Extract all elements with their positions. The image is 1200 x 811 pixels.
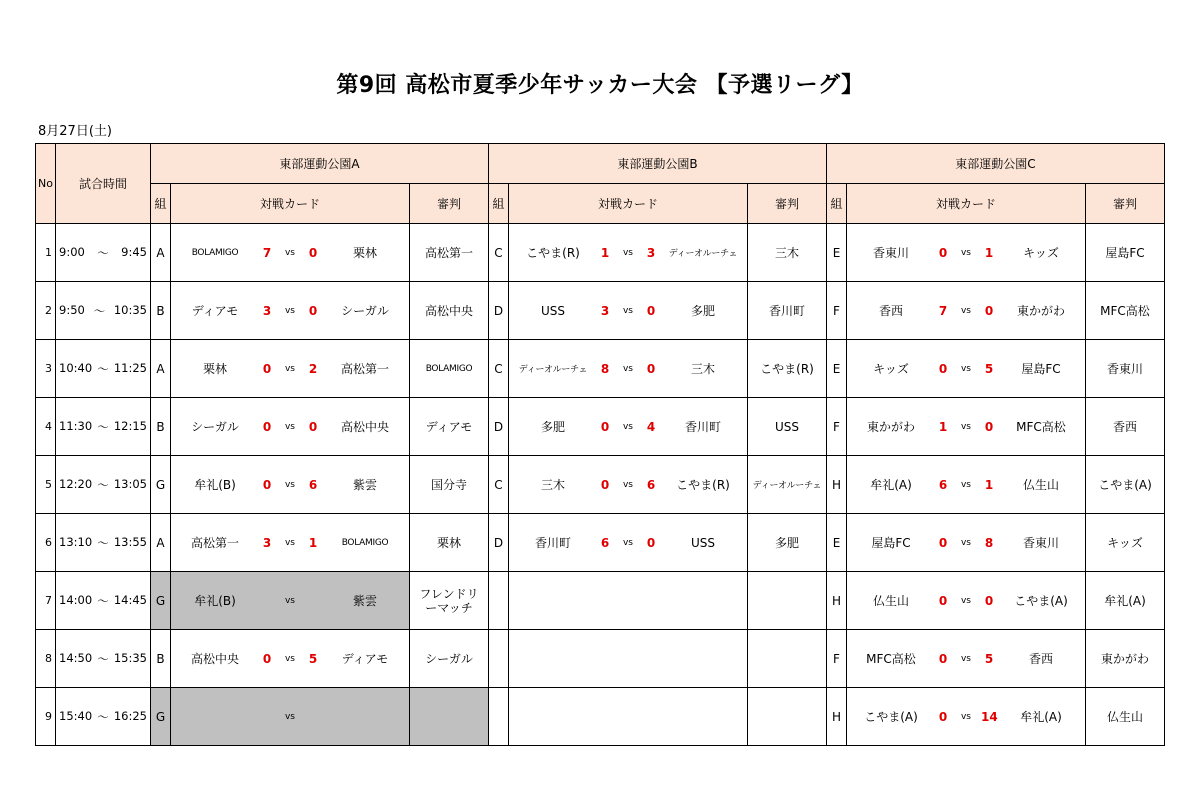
court-c-referee: こやま(A) <box>1086 456 1165 514</box>
end-time: 14:45 <box>113 592 147 607</box>
match-row <box>36 340 1165 398</box>
header-referee: 審判 <box>748 184 827 224</box>
header-card: 対戦カード <box>171 184 410 224</box>
away-team: 三木 <box>690 362 715 376</box>
match-number: 4 <box>36 398 56 456</box>
time-separator: 〜 <box>97 535 109 550</box>
away-score: 6 <box>308 477 318 492</box>
start-time: 12:20 <box>59 476 93 491</box>
time-separator: 〜 <box>93 303 106 318</box>
away-team: 栗林 <box>352 246 377 260</box>
court-c-referee: 香西 <box>1086 398 1165 456</box>
court-a-referee <box>410 688 489 746</box>
away-team: ディーオルーチェ <box>668 249 738 259</box>
court-b-match-card <box>509 514 748 572</box>
home-score: 1 <box>600 245 610 260</box>
vs-label: vs <box>622 305 633 316</box>
vs-label: vs <box>284 363 295 374</box>
away-score: 1 <box>308 535 318 550</box>
home-team: シーガル <box>191 420 239 434</box>
court-b-match-card <box>509 398 748 456</box>
away-score: 4 <box>646 419 656 434</box>
home-score: 3 <box>262 303 272 318</box>
vs-label: vs <box>622 479 633 490</box>
match-row <box>36 398 1165 456</box>
start-time: 14:00 <box>59 592 93 607</box>
home-team: USS <box>540 303 566 318</box>
court-b-referee: ディーオルーチェ <box>748 456 827 514</box>
home-score: 0 <box>938 245 948 260</box>
away-score: 0 <box>646 535 656 550</box>
match-number: 1 <box>36 224 56 282</box>
away-score: 0 <box>646 361 656 376</box>
court-c-referee: MFC高松 <box>1086 282 1165 340</box>
header-referee: 審判 <box>410 184 489 224</box>
court-a-group: A <box>151 340 171 398</box>
away-team: MFC高松 <box>1016 420 1066 434</box>
header-group: 組 <box>151 184 171 224</box>
court-b-referee: USS <box>748 398 827 456</box>
court-b-match-card <box>509 630 748 688</box>
end-time: 16:25 <box>113 708 147 723</box>
vs-label: vs <box>960 479 971 490</box>
vs-label: vs <box>622 247 633 258</box>
court-b-group <box>489 572 509 630</box>
away-score: 8 <box>984 535 994 550</box>
vs-label: vs <box>960 537 971 548</box>
court-a-match-card <box>171 688 410 746</box>
match-time <box>56 456 151 514</box>
court-a-group: A <box>151 224 171 282</box>
time-separator: 〜 <box>97 709 109 724</box>
match-date: 8月27日(土) <box>38 124 112 139</box>
court-b-group: D <box>489 514 509 572</box>
match-row <box>36 688 1165 746</box>
home-team: こやま(R) <box>526 246 580 260</box>
court-a-group: B <box>151 282 171 340</box>
away-score: 0 <box>646 303 656 318</box>
court-c-match-card <box>847 224 1086 282</box>
court-a-referee: 高松中央 <box>410 282 489 340</box>
header-group: 組 <box>827 184 847 224</box>
home-team: 三木 <box>540 478 565 492</box>
away-score: 5 <box>984 651 994 666</box>
vs-label: vs <box>284 479 295 490</box>
court-a-referee: 栗林 <box>410 514 489 572</box>
match-number: 5 <box>36 456 56 514</box>
match-number: 9 <box>36 688 56 746</box>
court-b-referee <box>748 630 827 688</box>
match-time <box>56 630 151 688</box>
court-c-referee: 仏生山 <box>1086 688 1165 746</box>
home-score: 0 <box>262 419 272 434</box>
court-a-match-card <box>171 282 410 340</box>
home-score: 0 <box>938 535 948 550</box>
court-b-referee: こやま(R) <box>748 340 827 398</box>
vs-label: vs <box>960 595 971 606</box>
friendly-match-label: フレンドリーマッチ <box>419 586 479 615</box>
court-c-group: F <box>827 282 847 340</box>
away-score: 5 <box>984 361 994 376</box>
match-number: 7 <box>36 572 56 630</box>
home-score: 3 <box>262 535 272 550</box>
home-score: 0 <box>262 651 272 666</box>
vs-label: vs <box>284 653 295 664</box>
away-score: 5 <box>308 651 318 666</box>
end-time: 15:35 <box>113 650 147 665</box>
away-score: 3 <box>646 245 656 260</box>
court-a-match-card <box>171 456 410 514</box>
vs-label: vs <box>284 305 295 316</box>
header-group: 組 <box>489 184 509 224</box>
match-row <box>36 514 1165 572</box>
court-b-match-card <box>509 572 748 630</box>
header-referee: 審判 <box>1086 184 1165 224</box>
court-a-referee <box>410 572 489 630</box>
home-score: 6 <box>938 477 948 492</box>
court-a-referee: シーガル <box>410 630 489 688</box>
home-score: 0 <box>938 651 948 666</box>
away-team: ディアモ <box>341 652 389 666</box>
court-c-match-card <box>847 572 1086 630</box>
time-separator: 〜 <box>97 419 109 434</box>
away-score: 0 <box>308 303 318 318</box>
court-c-group: E <box>827 224 847 282</box>
vs-label: vs <box>960 421 971 432</box>
away-score: 1 <box>984 477 994 492</box>
court-b-match-card <box>509 688 748 746</box>
away-team: 香西 <box>1028 652 1053 666</box>
match-row <box>36 282 1165 340</box>
away-team: 紫雲 <box>352 478 377 492</box>
home-score: 0 <box>262 361 272 376</box>
home-team: MFC高松 <box>866 652 916 666</box>
header-court-a: 東部運動公園A <box>151 144 489 184</box>
court-b-referee: 香川町 <box>748 282 827 340</box>
court-a-group: G <box>151 456 171 514</box>
header-no: No <box>36 144 56 224</box>
match-time <box>56 340 151 398</box>
away-score: 0 <box>984 419 994 434</box>
end-time: 12:15 <box>113 418 147 433</box>
court-c-match-card <box>847 688 1086 746</box>
away-team: USS <box>690 535 716 550</box>
court-b-group: C <box>489 456 509 514</box>
home-team: キッズ <box>873 362 909 376</box>
court-b-match-card <box>509 282 748 340</box>
away-team: 紫雲 <box>352 594 377 608</box>
court-c-group: H <box>827 572 847 630</box>
home-team: 牟礼(B) <box>194 478 236 492</box>
court-c-match-card <box>847 630 1086 688</box>
away-team: 東かがわ <box>1016 304 1065 318</box>
time-separator: 〜 <box>97 477 109 492</box>
court-c-referee: 牟礼(A) <box>1086 572 1165 630</box>
away-score: 14 <box>981 709 998 724</box>
court-a-group: B <box>151 630 171 688</box>
vs-label: vs <box>960 247 971 258</box>
court-a-referee: BOLAMIGO <box>410 340 489 398</box>
home-score: 3 <box>600 303 610 318</box>
court-c-referee: 屋島FC <box>1086 224 1165 282</box>
match-row <box>36 630 1165 688</box>
court-b-match-card <box>509 456 748 514</box>
away-score: 0 <box>308 419 318 434</box>
start-time: 15:40 <box>59 708 93 723</box>
court-a-group: A <box>151 514 171 572</box>
court-c-group: F <box>827 630 847 688</box>
home-team: 東かがわ <box>866 420 915 434</box>
court-a-match-card <box>171 572 410 630</box>
court-a-referee: ディアモ <box>410 398 489 456</box>
home-team: ディアモ <box>191 304 239 318</box>
home-team: 屋島FC <box>871 536 911 550</box>
court-b-referee: 多肥 <box>748 514 827 572</box>
header-court-c: 東部運動公園C <box>827 144 1165 184</box>
court-a-match-card <box>171 224 410 282</box>
away-team: 高松中央 <box>340 420 389 434</box>
home-score: 0 <box>938 709 948 724</box>
court-b-group <box>489 630 509 688</box>
court-c-referee: キッズ <box>1086 514 1165 572</box>
court-c-group: H <box>827 456 847 514</box>
court-c-match-card <box>847 340 1086 398</box>
home-team: 高松第一 <box>190 536 239 550</box>
start-time: 11:30 <box>59 418 93 433</box>
match-number: 2 <box>36 282 56 340</box>
home-team: 香東川 <box>872 246 909 260</box>
match-time <box>56 514 151 572</box>
start-time: 10:40 <box>59 360 93 375</box>
header-card: 対戦カード <box>847 184 1086 224</box>
vs-label: vs <box>960 305 971 316</box>
home-score: 0 <box>600 419 610 434</box>
header-court-b: 東部運動公園B <box>489 144 827 184</box>
away-team: BOLAMIGO <box>341 537 389 548</box>
court-a-referee: 国分寺 <box>410 456 489 514</box>
home-score: 0 <box>600 477 610 492</box>
match-time <box>56 572 151 630</box>
away-team: 高松第一 <box>340 362 389 376</box>
time-separator: 〜 <box>97 593 109 608</box>
court-c-group: E <box>827 514 847 572</box>
vs-label: vs <box>960 363 971 374</box>
home-score: 0 <box>262 477 272 492</box>
header-time: 試合時間 <box>56 144 151 224</box>
match-number: 6 <box>36 514 56 572</box>
court-b-group: C <box>489 340 509 398</box>
end-time: 9:45 <box>121 244 147 259</box>
home-team: BOLAMIGO <box>191 247 239 258</box>
court-c-group: E <box>827 340 847 398</box>
match-row <box>36 456 1165 514</box>
start-time: 9:00 <box>59 244 85 259</box>
away-score: 0 <box>984 303 994 318</box>
away-score: 0 <box>984 593 994 608</box>
home-team: 栗林 <box>202 362 227 376</box>
vs-label: vs <box>284 711 295 722</box>
court-b-group: D <box>489 398 509 456</box>
court-a-match-card <box>171 398 410 456</box>
court-c-match-card <box>847 456 1086 514</box>
away-score: 1 <box>984 245 994 260</box>
away-team: 牟礼(A) <box>1020 710 1062 724</box>
schedule-table <box>35 143 1165 746</box>
court-a-match-card <box>171 340 410 398</box>
away-team: 香東川 <box>1022 536 1059 550</box>
court-c-match-card <box>847 398 1086 456</box>
vs-label: vs <box>960 711 971 722</box>
home-score: 0 <box>938 361 948 376</box>
home-team: ディーオルーチェ <box>518 365 588 375</box>
start-time: 14:50 <box>59 650 93 665</box>
away-team: シーガル <box>341 304 389 318</box>
vs-label: vs <box>622 421 633 432</box>
header-card: 対戦カード <box>509 184 748 224</box>
vs-label: vs <box>622 363 633 374</box>
home-team: 高松中央 <box>190 652 239 666</box>
home-score: 8 <box>600 361 610 376</box>
court-a-group: G <box>151 688 171 746</box>
match-row <box>36 224 1165 282</box>
match-row <box>36 572 1165 630</box>
end-time: 13:55 <box>113 534 147 549</box>
court-c-match-card <box>847 514 1086 572</box>
home-score: 6 <box>600 535 610 550</box>
court-b-group <box>489 688 509 746</box>
away-team: 香川町 <box>684 420 721 434</box>
time-separator: 〜 <box>97 245 109 260</box>
court-a-group: B <box>151 398 171 456</box>
court-a-match-card <box>171 630 410 688</box>
home-team: 多肥 <box>540 420 565 434</box>
home-team: こやま(A) <box>864 710 918 724</box>
start-time: 13:10 <box>59 534 93 549</box>
home-score: 7 <box>262 245 272 260</box>
court-b-match-card <box>509 224 748 282</box>
match-number: 8 <box>36 630 56 688</box>
away-score: 0 <box>308 245 318 260</box>
end-time: 11:25 <box>113 360 147 375</box>
home-team: 香川町 <box>534 536 571 550</box>
vs-label: vs <box>284 421 295 432</box>
home-team: 牟礼(B) <box>194 594 236 608</box>
vs-label: vs <box>284 537 295 548</box>
home-team: 牟礼(A) <box>870 478 912 492</box>
court-b-referee <box>748 688 827 746</box>
away-team: こやま(A) <box>1014 594 1068 608</box>
vs-label: vs <box>622 537 633 548</box>
match-time <box>56 398 151 456</box>
away-team: キッズ <box>1023 246 1059 260</box>
time-separator: 〜 <box>97 651 109 666</box>
court-c-match-card <box>847 282 1086 340</box>
vs-label: vs <box>960 653 971 664</box>
away-score: 6 <box>646 477 656 492</box>
court-b-group: D <box>489 282 509 340</box>
end-time: 13:05 <box>113 476 147 491</box>
away-score: 2 <box>308 361 318 376</box>
away-team: 屋島FC <box>1021 362 1061 376</box>
match-time <box>56 688 151 746</box>
court-b-match-card <box>509 340 748 398</box>
home-team: 香西 <box>878 304 903 318</box>
court-c-group: F <box>827 398 847 456</box>
match-time <box>56 282 151 340</box>
home-score: 0 <box>938 593 948 608</box>
away-team: こやま(R) <box>676 478 730 492</box>
away-team: 仏生山 <box>1022 478 1059 492</box>
court-b-group: C <box>489 224 509 282</box>
home-score: 7 <box>938 303 948 318</box>
match-number: 3 <box>36 340 56 398</box>
court-b-referee: 三木 <box>748 224 827 282</box>
court-c-group: H <box>827 688 847 746</box>
vs-label: vs <box>284 595 295 606</box>
vs-label: vs <box>284 247 295 258</box>
away-team: 多肥 <box>690 304 715 318</box>
match-time <box>56 224 151 282</box>
page-title: 第9回 高松市夏季少年サッカー大会 【予選リーグ】 <box>336 73 864 98</box>
court-a-match-card <box>171 514 410 572</box>
start-time: 9:50 <box>59 302 85 317</box>
court-c-referee: 香東川 <box>1086 340 1165 398</box>
court-b-referee <box>748 572 827 630</box>
court-a-referee: 高松第一 <box>410 224 489 282</box>
home-team: 仏生山 <box>872 594 909 608</box>
court-c-referee: 東かがわ <box>1086 630 1165 688</box>
time-separator: 〜 <box>97 361 109 376</box>
court-a-group: G <box>151 572 171 630</box>
end-time: 10:35 <box>113 302 147 317</box>
home-score: 1 <box>938 419 948 434</box>
